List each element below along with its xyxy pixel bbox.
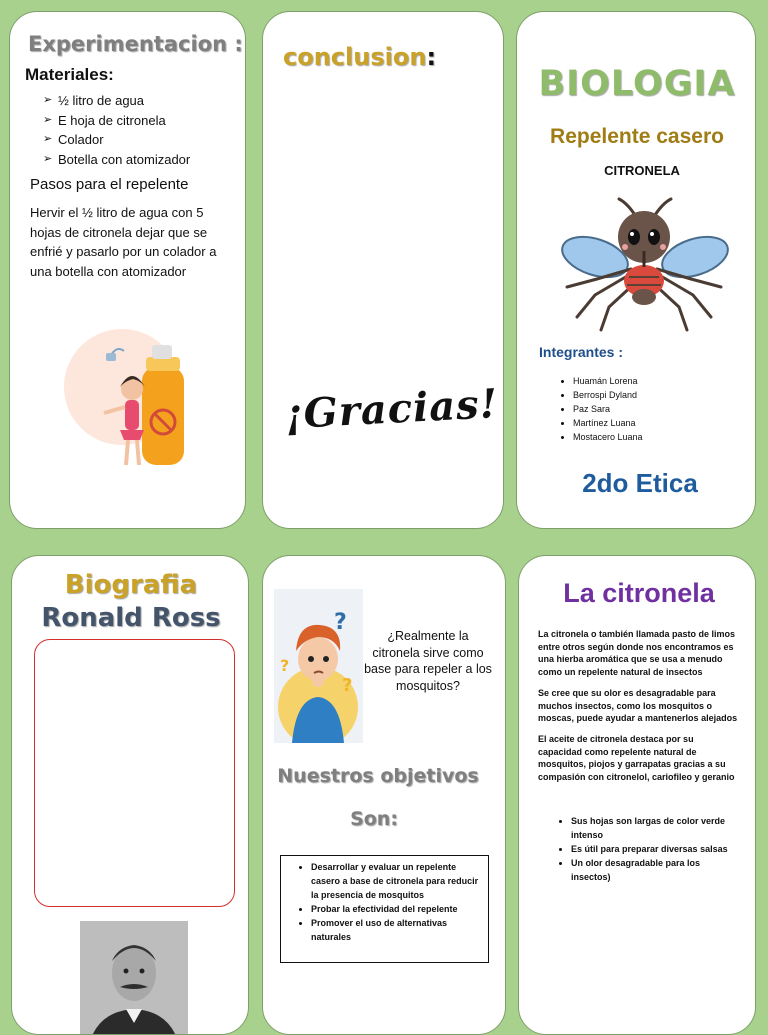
panel-portada	[516, 11, 756, 529]
ronald-ross-photo	[80, 921, 188, 1035]
svg-text:?: ?	[334, 610, 347, 635]
list-item: • Martínez Luana	[573, 416, 643, 430]
objectives-sub-heading: Son:	[350, 808, 398, 830]
conclusion-colon: :	[426, 43, 437, 71]
objectives-list	[289, 860, 484, 944]
list-item: • Paz Sara	[573, 402, 643, 416]
materials-heading: Materiales:	[25, 65, 114, 84]
list-item: ➢ Colador	[43, 130, 190, 150]
repelente-subtitle: Repelente casero	[550, 125, 724, 148]
objectives-box	[280, 855, 489, 963]
course-label: 2do Etica	[582, 468, 698, 498]
list-item: • Es útil para preparar diversas salsas	[571, 842, 741, 856]
conclusion-title-text: conclusion	[283, 43, 427, 71]
la-citronela-title: La citronela	[563, 578, 715, 608]
girl-spray-illustration	[62, 317, 192, 467]
citronela-paragraph-2: Se cree que su olor es desagradable para muchos insectos, como los mosquitos o moscas, puede ayudar a mantenerlos alejados	[538, 688, 738, 724]
list-item: • Probar la efectividad del repelente	[311, 902, 484, 916]
list-item: ➢ Botella con atomizador	[43, 150, 190, 170]
mosquito-illustration	[557, 195, 732, 335]
ronald-ross-title: Ronald Ross	[41, 603, 221, 633]
steps-heading: Pasos para el repelente	[30, 176, 189, 193]
question-text: ¿Realmente la citronela sirve como base para repeler a los mosquitos?	[364, 629, 492, 693]
list-item: • Un olor desagradable para los insectos)	[571, 856, 741, 884]
panel-pregunta-objetivos	[262, 555, 506, 1035]
list-item: • Huamán Lorena	[573, 374, 643, 388]
citronela-label: CITRONELA	[604, 163, 680, 178]
citronela-paragraph-1: La citronela o también llamada pasto de limos entre otros según donde nos encontramos es una hierba aromática que se usa a menudo como un repelente natural de insectos	[538, 629, 736, 678]
panel-conclusion	[262, 11, 504, 529]
integrantes-heading: Integrantes :	[539, 344, 624, 360]
gracias-text: ¡Gracias!	[283, 380, 500, 439]
list-item: • Desarrollar y evaluar un repelente casero a base de citronela para reducir la presencia de mosquitos	[311, 860, 484, 902]
members-list	[557, 374, 643, 444]
biografia-title: Biografia	[64, 570, 198, 600]
experimentacion-title: Experimentacion :	[28, 32, 243, 56]
conclusion-title	[283, 43, 436, 71]
citronela-facts-list	[555, 814, 741, 884]
panel-la-citronela	[518, 555, 756, 1035]
objectives-heading: Nuestros objetivos	[277, 765, 479, 787]
list-item: ➢ ½ litro de agua	[43, 91, 190, 111]
steps-text: Hervir el ½ litro de agua con 5 hojas de citronela dejar que se enfrié y pasarlo por un colador a una botella con atomizador	[30, 205, 217, 279]
list-item: • Promover el uso de alternativas naturales	[311, 916, 484, 944]
list-item: ➢ E hoja de citronela	[43, 111, 190, 131]
biologia-title: BIOLOGIA	[538, 64, 736, 104]
list-item: • Berrospi Dyland	[573, 388, 643, 402]
list-item: • Sus hojas son largas de color verde intenso	[571, 814, 741, 842]
svg-text:?: ?	[280, 656, 290, 675]
panel-biografia	[11, 555, 249, 1035]
thinking-boy-illustration	[274, 589, 363, 743]
materials-list	[43, 91, 190, 169]
biography-text-box	[34, 639, 235, 907]
svg-text:?: ?	[342, 675, 353, 696]
list-item: • Mostacero Luana	[573, 430, 643, 444]
panel-experimentacion	[9, 11, 246, 529]
citronela-paragraph-3: El aceite de citronela destaca por su capacidad como repelente natural de mosquitos, piojos y garrapatas gracias a su compasión con citronelol, cariofileo y geranio	[538, 734, 735, 783]
